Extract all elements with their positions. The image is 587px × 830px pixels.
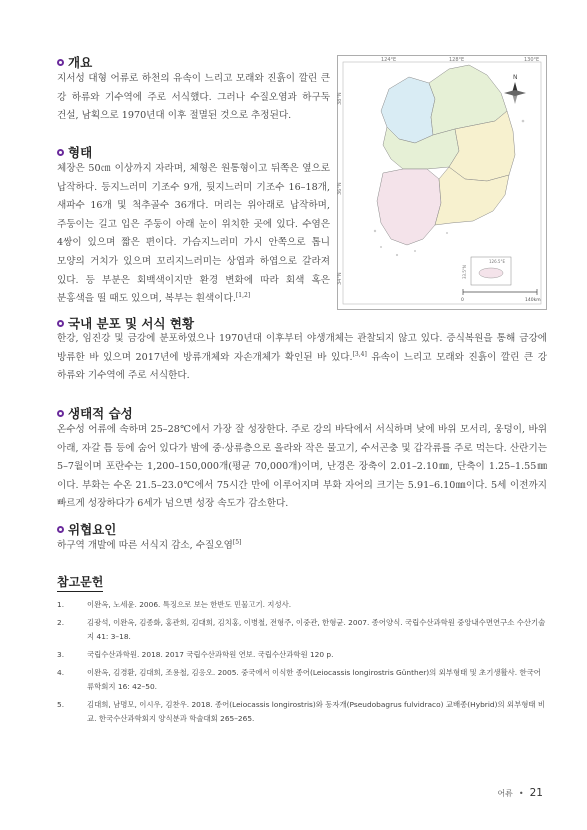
footer-separator: • <box>518 788 524 798</box>
svg-text:0: 0 <box>461 298 464 303</box>
lat-label: 34°N <box>337 272 343 285</box>
svg-text:33.5°N: 33.5°N <box>462 265 467 279</box>
reference-item: 1. 이완옥, 노세윤. 2006. 특징으로 보는 한반도 민물고기. 지성사. <box>57 600 292 609</box>
lon-label: 128°E <box>449 57 465 63</box>
svg-text:140km: 140km <box>525 298 541 303</box>
bullet-icon <box>57 320 64 327</box>
heading-ecology: 생태적 습성 <box>57 404 133 422</box>
references-title: 참고문헌 <box>57 573 103 592</box>
references-list <box>57 598 547 730</box>
reference-item: 5. 김대희, 남명모, 이시우, 김찬우. 2018. 종어(Leiocassis longirostris)와 동자개(Pseudobagrus fulvidraco) 교배종(Hybrid)의 외부형태 비교. 한국수산과학회지 양식분과 학술대회 265–265. <box>57 700 545 723</box>
lon-label: 124°E <box>381 57 397 63</box>
bullet-icon <box>57 149 64 156</box>
overview-text: 지서성 대형 어류로 하천의 유속이 느리고 모래와 진흙이 깔린 큰 강 하류와 기수역에 주로 서식했다. 그러나 수질오염과 하구둑 건설, 남획으로 1970년대 이후 절멸된 것으로 추정된다. <box>57 73 330 122</box>
bullet-icon <box>57 526 64 533</box>
reference-item: 4. 이완옥, 김경환, 김대희, 조용철, 김응오. 2005. 중국에서 이식한 종어(Leiocassis longirostris Günther)의 외부형태 및 초기생활사. 한국어류학회지 16: 42–50. <box>57 668 541 691</box>
lat-label: 36°N <box>337 182 343 195</box>
reference-item: 2. 김광석, 이완옥, 김종화, 홍관희, 김대희, 김치홍, 이병철, 전형주, 이중관, 한형균. 2007. 종어양식. 국립수산과학원 중앙내수면연구소 수산기술지 41: 3–18. <box>57 618 546 641</box>
heading-distribution: 국내 분포 및 서식 현황 <box>57 314 194 332</box>
bullet-icon <box>57 410 64 417</box>
ecology-text: 온수성 어류에 속하며 25–28℃에서 가장 잘 성장한다. 주로 강의 바닥에서 서식하며 낮에 바위 모서리, 웅덩이, 바위 아래, 자갈 틈 등에 숨어 있다가 밤에 중·상류층으로 올라와 작은 물고기, 수서곤충 및 갑각류를 주로 먹는다. 산란기는 5–7월이며 포란수는 1,200–150,000개(평균 70,000개)이며, 난경은 장축이 2.01–2.10㎜, 단축이 1.25–1.55㎜이다. 부화는 수온 21.5–23.0℃에서 75시간 만에 이루어지며 부화 자어의 크기는 5.91–6.10㎜이다. 5세 이전까지 빠르게 성장하다가 6세가 넘으면 성장 속도가 감소한다. <box>57 424 547 510</box>
lat-label: 38°N <box>337 92 343 105</box>
morphology-text: 체장은 50㎝ 이상까지 자라며, 체형은 원통형이고 뒤쪽은 옆으로 납작하다. 등지느러미 기조수 9개, 뒷지느러미 기조수 16–18개, 새파수 16개 및 척추골수 36개다. 머리는 위아래로 납작하며, 주둥이는 길고 입은 주둥이 아래 눈이 위치한 곳에 있다. 수염은 4쌍이 있으며 짧은 편이다. 가슴지느러미 가시 안쪽으로 톱니 모양의 거치가 있으며 꼬리지느러미는 상엽과 하엽으로 갈라져 있다. 등 부분은 회백색이지만 환경 변화에 따라 회색 혹은 분홍색을 띨 때도 있으며, 복부는 흰색이다.[1,2] <box>57 163 330 305</box>
heading-morphology: 형태 <box>57 143 92 161</box>
heading-threats: 위협요인 <box>57 520 116 538</box>
footer-section: 어류 <box>497 788 513 798</box>
distribution-map <box>337 55 547 310</box>
svg-text:N: N <box>513 74 518 81</box>
threats-text: 하구역 개발에 따른 서식지 감소, 수질오염[5] <box>57 538 242 551</box>
lon-label: 130°E <box>524 57 540 63</box>
reference-item: 3. 국립수산과학원. 2018. 2017 국립수산과학원 연보. 국립수산과학원 120 p. <box>57 650 334 659</box>
distribution-text: 한강, 임진강 및 금강에 분포하였으나 1970년대 이후부터 야생개체는 관찰되지 않고 있다. 증식복원을 통해 금강에 방류한 바 있으며 2017년에 방류개체와 자손개체가 확인된 바 있다.[3,4] 유속이 느리고 모래와 진흙이 깔린 큰 강 하류와 기수역에 주로 서식한다. <box>57 333 547 382</box>
svg-text:126.5°E: 126.5°E <box>489 259 505 264</box>
bullet-icon <box>57 59 64 66</box>
heading-overview: 개요 <box>57 53 92 71</box>
page-number: 21 <box>529 787 543 799</box>
page-footer <box>497 787 543 799</box>
